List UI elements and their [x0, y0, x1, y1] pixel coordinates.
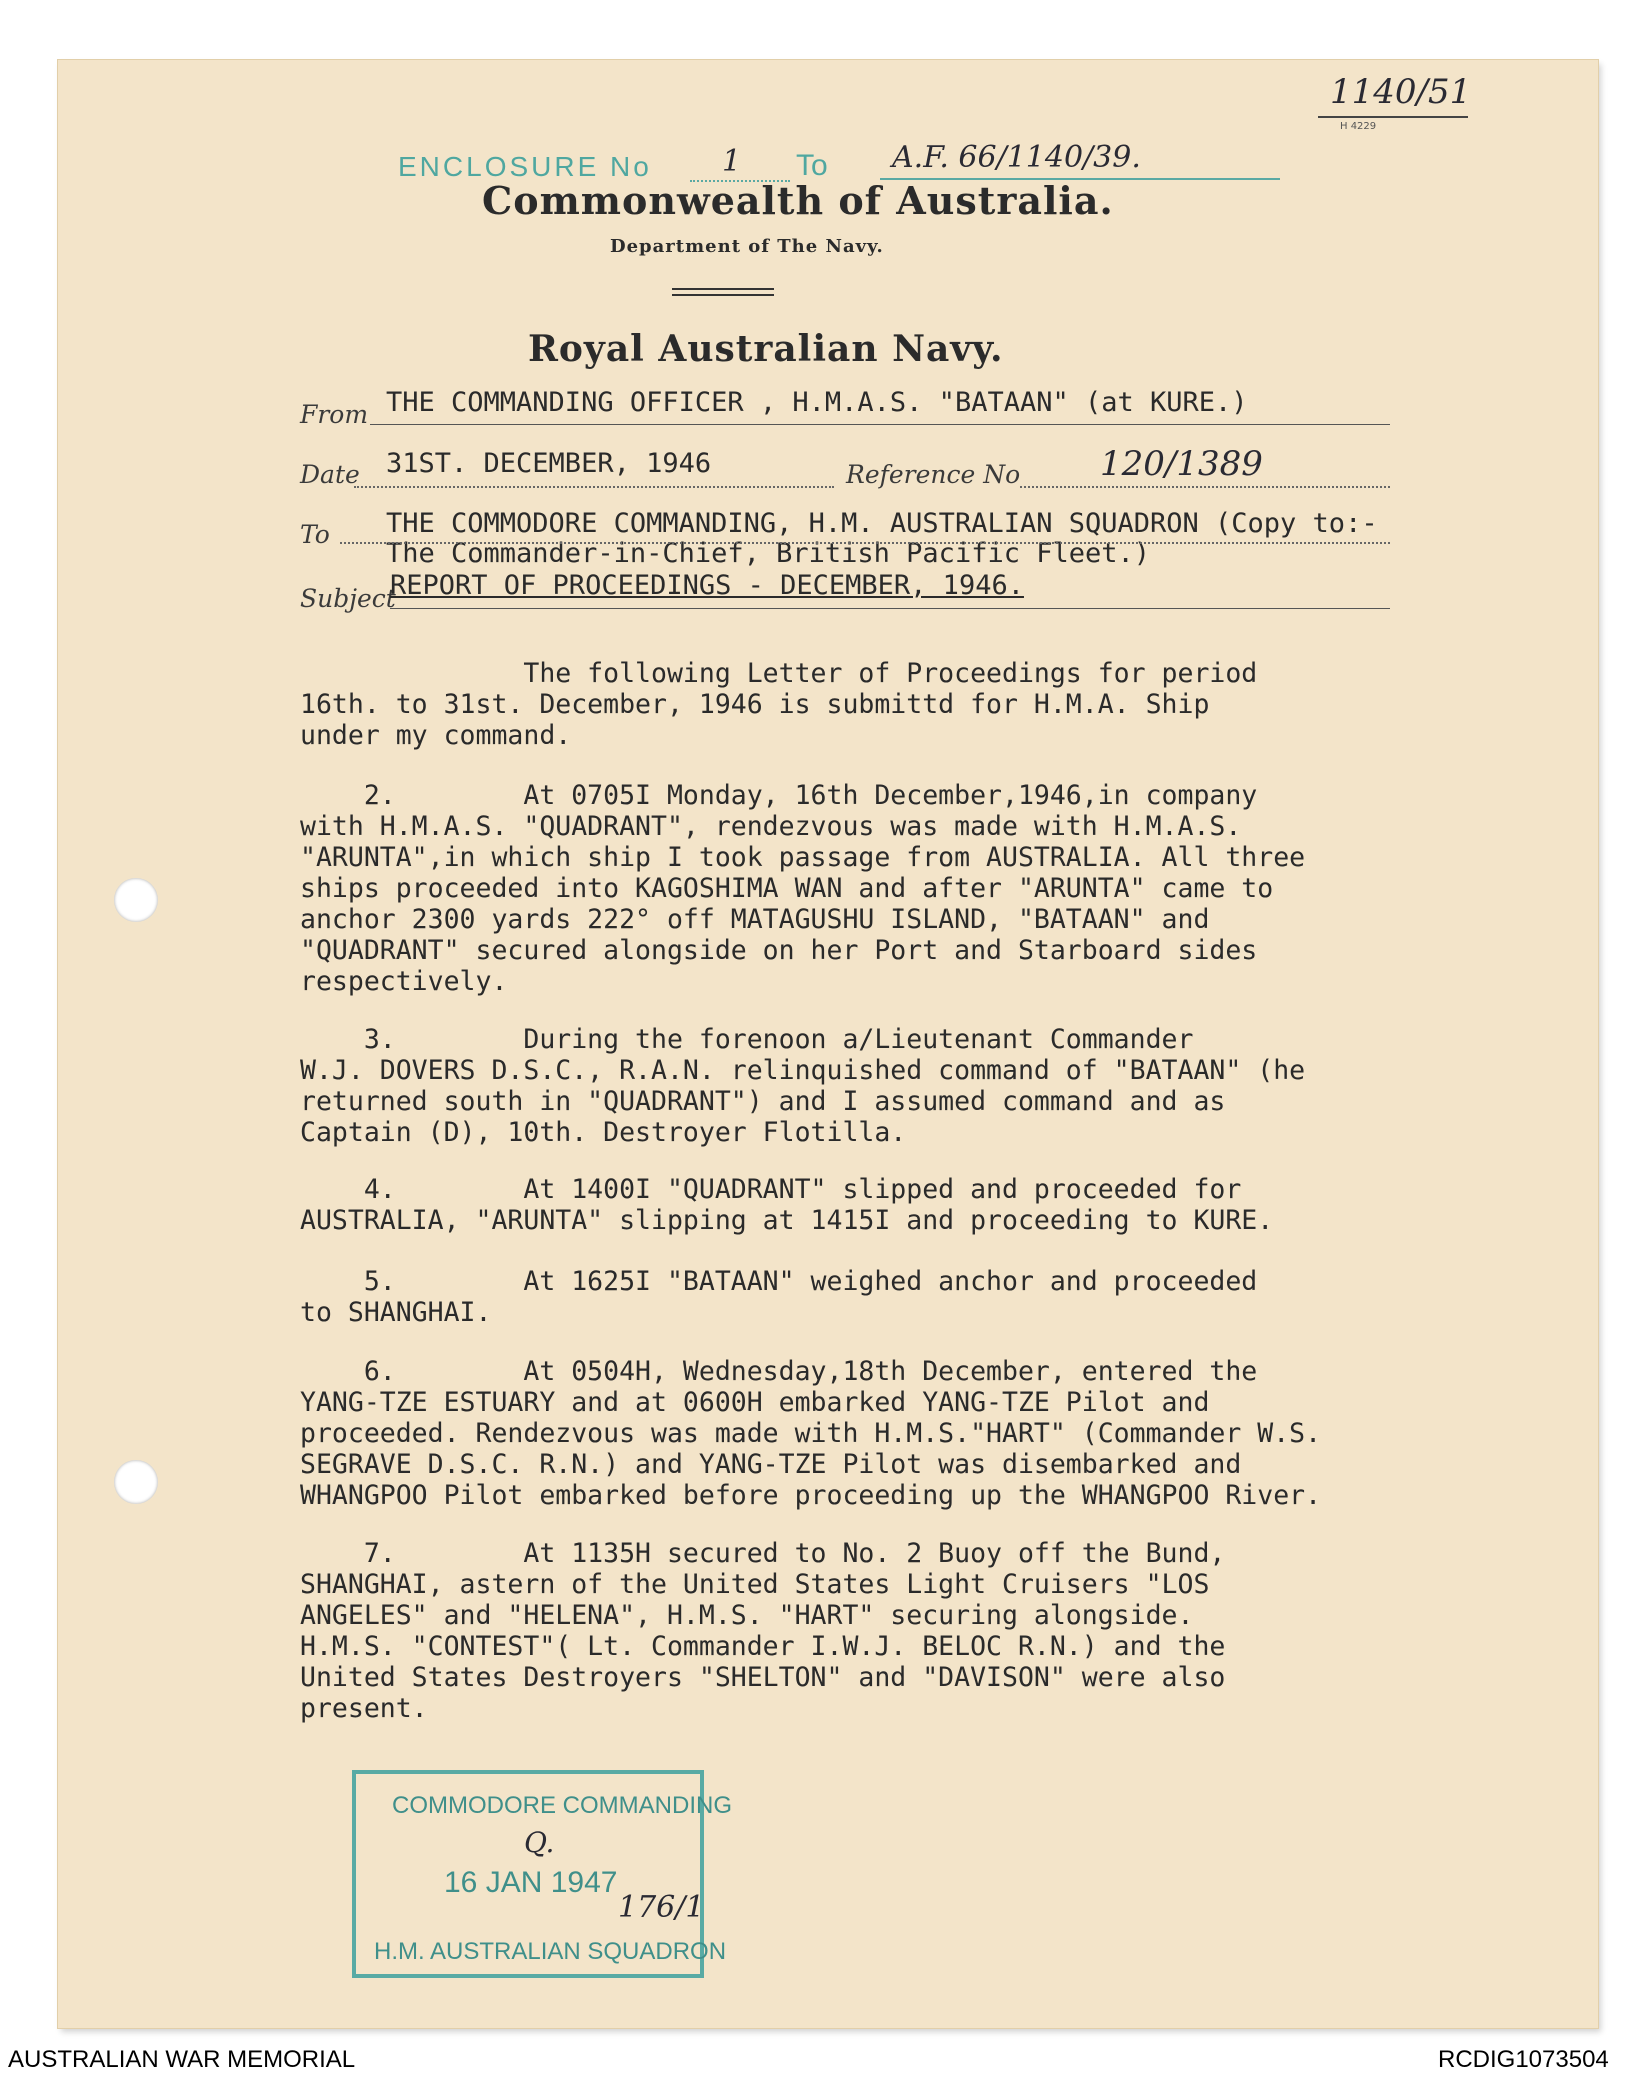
footer-identifier: RCDIG1073504	[1438, 2046, 1609, 2073]
enclosure-label: ENCLOSURE No	[398, 151, 652, 182]
reference-dotted-line	[1020, 486, 1390, 488]
to-value-line1: THE COMMODORE COMMANDING, H.M. AUSTRALIAN SQUADRON (Copy to:-	[386, 508, 1378, 539]
letterhead-department: Department of The Navy.	[610, 236, 884, 257]
received-stamp	[352, 1770, 732, 1978]
to-label: To	[300, 520, 330, 549]
received-stamp-date: 16 JAN 1947	[444, 1866, 618, 1899]
received-stamp-initial: Q.	[524, 1826, 555, 1859]
reference-label: Reference No	[846, 460, 1021, 489]
date-label: Date	[300, 460, 360, 489]
paragraph-1: The following Letter of Proceedings for period 16th. to 31st. December, 1946 is submittd for H.M.A. Ship under my command.	[300, 658, 1258, 751]
enclosure-number: 1	[722, 144, 742, 179]
paragraph-7: 7. At 1135H secured to No. 2 Buoy off the Bund, SHANGHAI, astern of the United States Light Cruisers "LOS ANGELES" and "HELENA", H.M.S. "HART" securing alongside. H.M.S. "CONTEST"( Lt. Commander I.W.J. BELOC R.N.) and the United States Destroyers "SHELTON" and "DAVISON" were also present.	[300, 1538, 1226, 1724]
paragraph-3: 3. During the forenoon a/Lieutenant Commander W.J. DOVERS D.S.C., R.A.N. relinquished command of "BATAAN" (he returned south in "QUADRANT") and I assumed command and as Captain (D), 10th. Destroyer Flotilla.	[300, 1024, 1306, 1148]
to-value-line2: The Commander-in-Chief, British Pacific Fleet.)	[386, 538, 1151, 569]
date-dotted-line	[354, 486, 834, 488]
date-value: 31ST. DECEMBER, 1946	[386, 448, 712, 479]
from-value: THE COMMANDING OFFICER , H.M.A.S. "BATAAN" (at KURE.)	[386, 387, 1248, 418]
subject-underline	[390, 608, 1390, 609]
paragraph-4: 4. At 1400I "QUADRANT" slipped and proceeded for AUSTRALIA, "ARUNTA" slipping at 1415I and proceeding to KURE.	[300, 1174, 1274, 1236]
subject-value: REPORT OF PROCEEDINGS - DECEMBER, 1946.	[390, 570, 1024, 601]
paragraph-2: 2. At 0705I Monday, 16th December,1946,in company with H.M.A.S. "QUADRANT", rendezvous was made with H.M.A.S. "ARUNTA",in which ship I took passage from AUSTRALIA. All three ships proceeded into KAGOSHIMA WAN and after "ARUNTA" came to anchor 2300 yards 222° off MATAGUSHU ISLAND, "BATAAN" and "QUADRANT" secured alongside on her Port and Starboard sides respectively.	[300, 780, 1306, 997]
footer-source: AUSTRALIAN WAR MEMORIAL	[8, 2046, 356, 2073]
punch-hole-upper	[114, 878, 158, 922]
paragraph-5: 5. At 1625I "BATAAN" weighed anchor and proceeded to SHANGHAI.	[300, 1266, 1258, 1328]
file-reference-underline	[1318, 116, 1468, 118]
enclosure-reference: A.F. 66/1140/39.	[892, 140, 1141, 175]
enclosure-to-label: To	[796, 149, 828, 182]
file-reference-small-print: H 4229	[1340, 121, 1377, 132]
received-stamp-squadron: H.M. AUSTRALIAN SQUADRON	[374, 1938, 727, 1965]
file-reference-handwritten: 1140/51	[1330, 72, 1472, 112]
to-dotted-line	[340, 542, 1390, 544]
reference-value-handwritten: 120/1389	[1100, 444, 1263, 484]
received-stamp-title: COMMODORE COMMANDING	[392, 1792, 732, 1819]
from-label: From	[300, 400, 369, 429]
letterhead-commonwealth: Commonwealth of Australia.	[482, 178, 1114, 223]
subject-label: Subject	[300, 584, 396, 613]
punch-hole-lower	[114, 1460, 158, 1504]
received-stamp-handwritten-number: 176/1	[618, 1890, 705, 1925]
letterhead-royal-australian-navy: Royal Australian Navy.	[528, 328, 1004, 370]
letterhead-double-rule-top	[672, 288, 774, 290]
from-underline	[370, 424, 1390, 425]
paragraph-6: 6. At 0504H, Wednesday,18th December, entered the YANG-TZE ESTUARY and at 0600H embarked YANG-TZE Pilot and proceeded. Rendezvous was made with H.M.S."HART" (Commander W.S. SEGRAVE D.S.C. R.N.) and YANG-TZE Pilot was disembarked and WHANGPOO Pilot embarked before proceeding up the WHANGPOO River.	[300, 1356, 1322, 1511]
letterhead-double-rule-bottom	[672, 294, 774, 296]
